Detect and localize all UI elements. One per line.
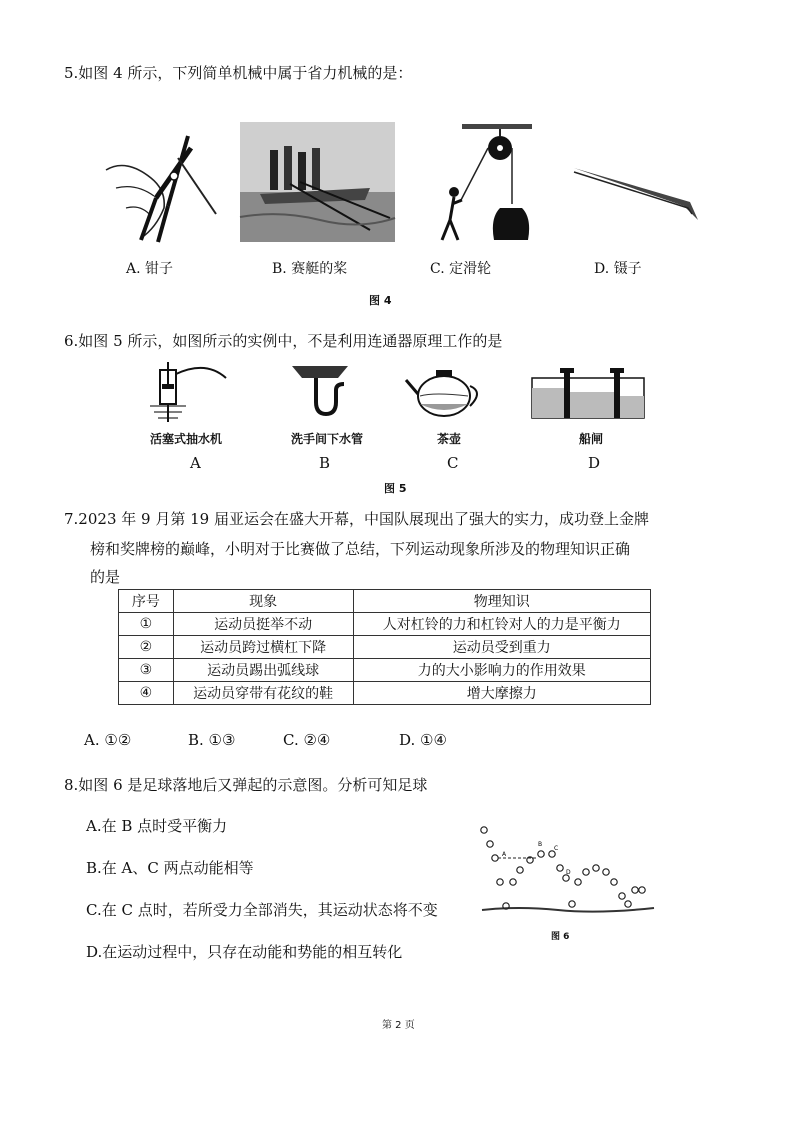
- table-cell: 增大摩擦力: [353, 682, 650, 705]
- q7-table: [118, 589, 651, 705]
- header-cell: 序号: [119, 590, 174, 613]
- q6-text: 6.如图 5 所示，如图所示的实例中，不是利用连通器原理工作的是: [64, 332, 503, 350]
- q5-option-b: B. 赛艇的桨: [272, 261, 348, 277]
- q6-item-c-name: 茶壶: [437, 432, 462, 446]
- table-cell: 人对杠铃的力和杠铃对人的力是平衡力: [353, 613, 650, 636]
- table-cell: ③: [119, 659, 174, 682]
- table-cell: ①: [119, 613, 174, 636]
- q8-option-b: B.在 A、C 两点动能相等: [86, 859, 254, 877]
- figure-6-caption: 图 6: [551, 932, 570, 942]
- table-cell: 运动员跨过横杠下降: [173, 636, 353, 659]
- q8-option-c: C.在 C 点时，若所受力全部消失，其运动状态将不变: [86, 901, 438, 919]
- ball-point-b-label: B: [538, 841, 543, 848]
- fixed-pulley-figure: [420, 122, 540, 247]
- tweezers-figure: [572, 162, 702, 222]
- q6-item-b-name: 洗手间下水管: [291, 432, 364, 446]
- table-cell: 运动员受到重力: [353, 636, 650, 659]
- rowing-oar-figure: [240, 122, 395, 242]
- q6-item-c-letter: C: [447, 454, 459, 472]
- q5-option-a: A. 钳子: [126, 261, 174, 277]
- q8-text: 8.如图 6 是足球落地后又弹起的示意图。分析可知足球: [64, 776, 428, 794]
- ship-lock-figure: [530, 366, 646, 418]
- pliers-figure: [96, 128, 226, 246]
- q6-item-d-letter: D: [588, 454, 601, 472]
- q7-line-3: 的是: [90, 568, 121, 586]
- table-row: [119, 682, 651, 705]
- figure-4-caption: 图 4: [369, 294, 392, 307]
- page-number: 第 2 页: [382, 1020, 415, 1031]
- q5-text: 5.如图 4 所示，下列简单机械中属于省力机械的是：: [64, 64, 413, 82]
- q8-option-d: D.在运动过程中，只存在动能和势能的相互转化: [86, 943, 403, 961]
- bouncing-ball-figure: [478, 820, 658, 920]
- q6-item-a-letter: A: [190, 454, 201, 472]
- q7-line-2: 榜和奖牌榜的巅峰，小明对于比赛做了总结，下列运动现象所涉及的物理知识正确: [90, 540, 631, 558]
- q8-option-a: A.在 B 点时受平衡力: [86, 817, 228, 835]
- ball-point-c-label: C: [554, 845, 559, 852]
- header-cell: 物理知识: [353, 590, 650, 613]
- table-row: [119, 659, 651, 682]
- q6-item-d-name: 船闸: [579, 432, 604, 446]
- table-cell: 运动员穿带有花纹的鞋: [173, 682, 353, 705]
- figure-5-caption: 图 5: [384, 482, 407, 495]
- table-row: [119, 613, 651, 636]
- ball-point-d-label: D: [566, 869, 571, 876]
- table-row: [119, 636, 651, 659]
- table-cell: 运动员挺举不动: [173, 613, 353, 636]
- piston-pump-figure: [146, 360, 236, 422]
- q7-option-d: D. ①④: [399, 731, 447, 749]
- q7-line-1: 7.2023 年 9 月第 19 届亚运会在盛大开幕，中国队展现出了强大的实力，成功登上金牌: [64, 510, 649, 528]
- sink-drain-pipe-figure: [288, 362, 352, 424]
- q6-item-b-letter: B: [319, 454, 331, 472]
- header-cell: 现象: [173, 590, 353, 613]
- q5-option-d: D. 镊子: [594, 261, 642, 277]
- ball-point-a-label: A: [502, 851, 507, 858]
- teapot-figure: [404, 364, 484, 420]
- q6-item-a-name: 活塞式抽水机: [150, 432, 223, 446]
- table-cell: 力的大小影响力的作用效果: [353, 659, 650, 682]
- table-cell: ④: [119, 682, 174, 705]
- q7-option-b: B. ①③: [188, 731, 236, 749]
- q5-option-c: C. 定滑轮: [430, 261, 492, 277]
- q7-option-c: C. ②④: [283, 731, 331, 749]
- table-cell: 运动员踢出弧线球: [173, 659, 353, 682]
- table-header-row: [119, 590, 651, 613]
- table-cell: ②: [119, 636, 174, 659]
- q7-option-a: A. ①②: [84, 731, 132, 749]
